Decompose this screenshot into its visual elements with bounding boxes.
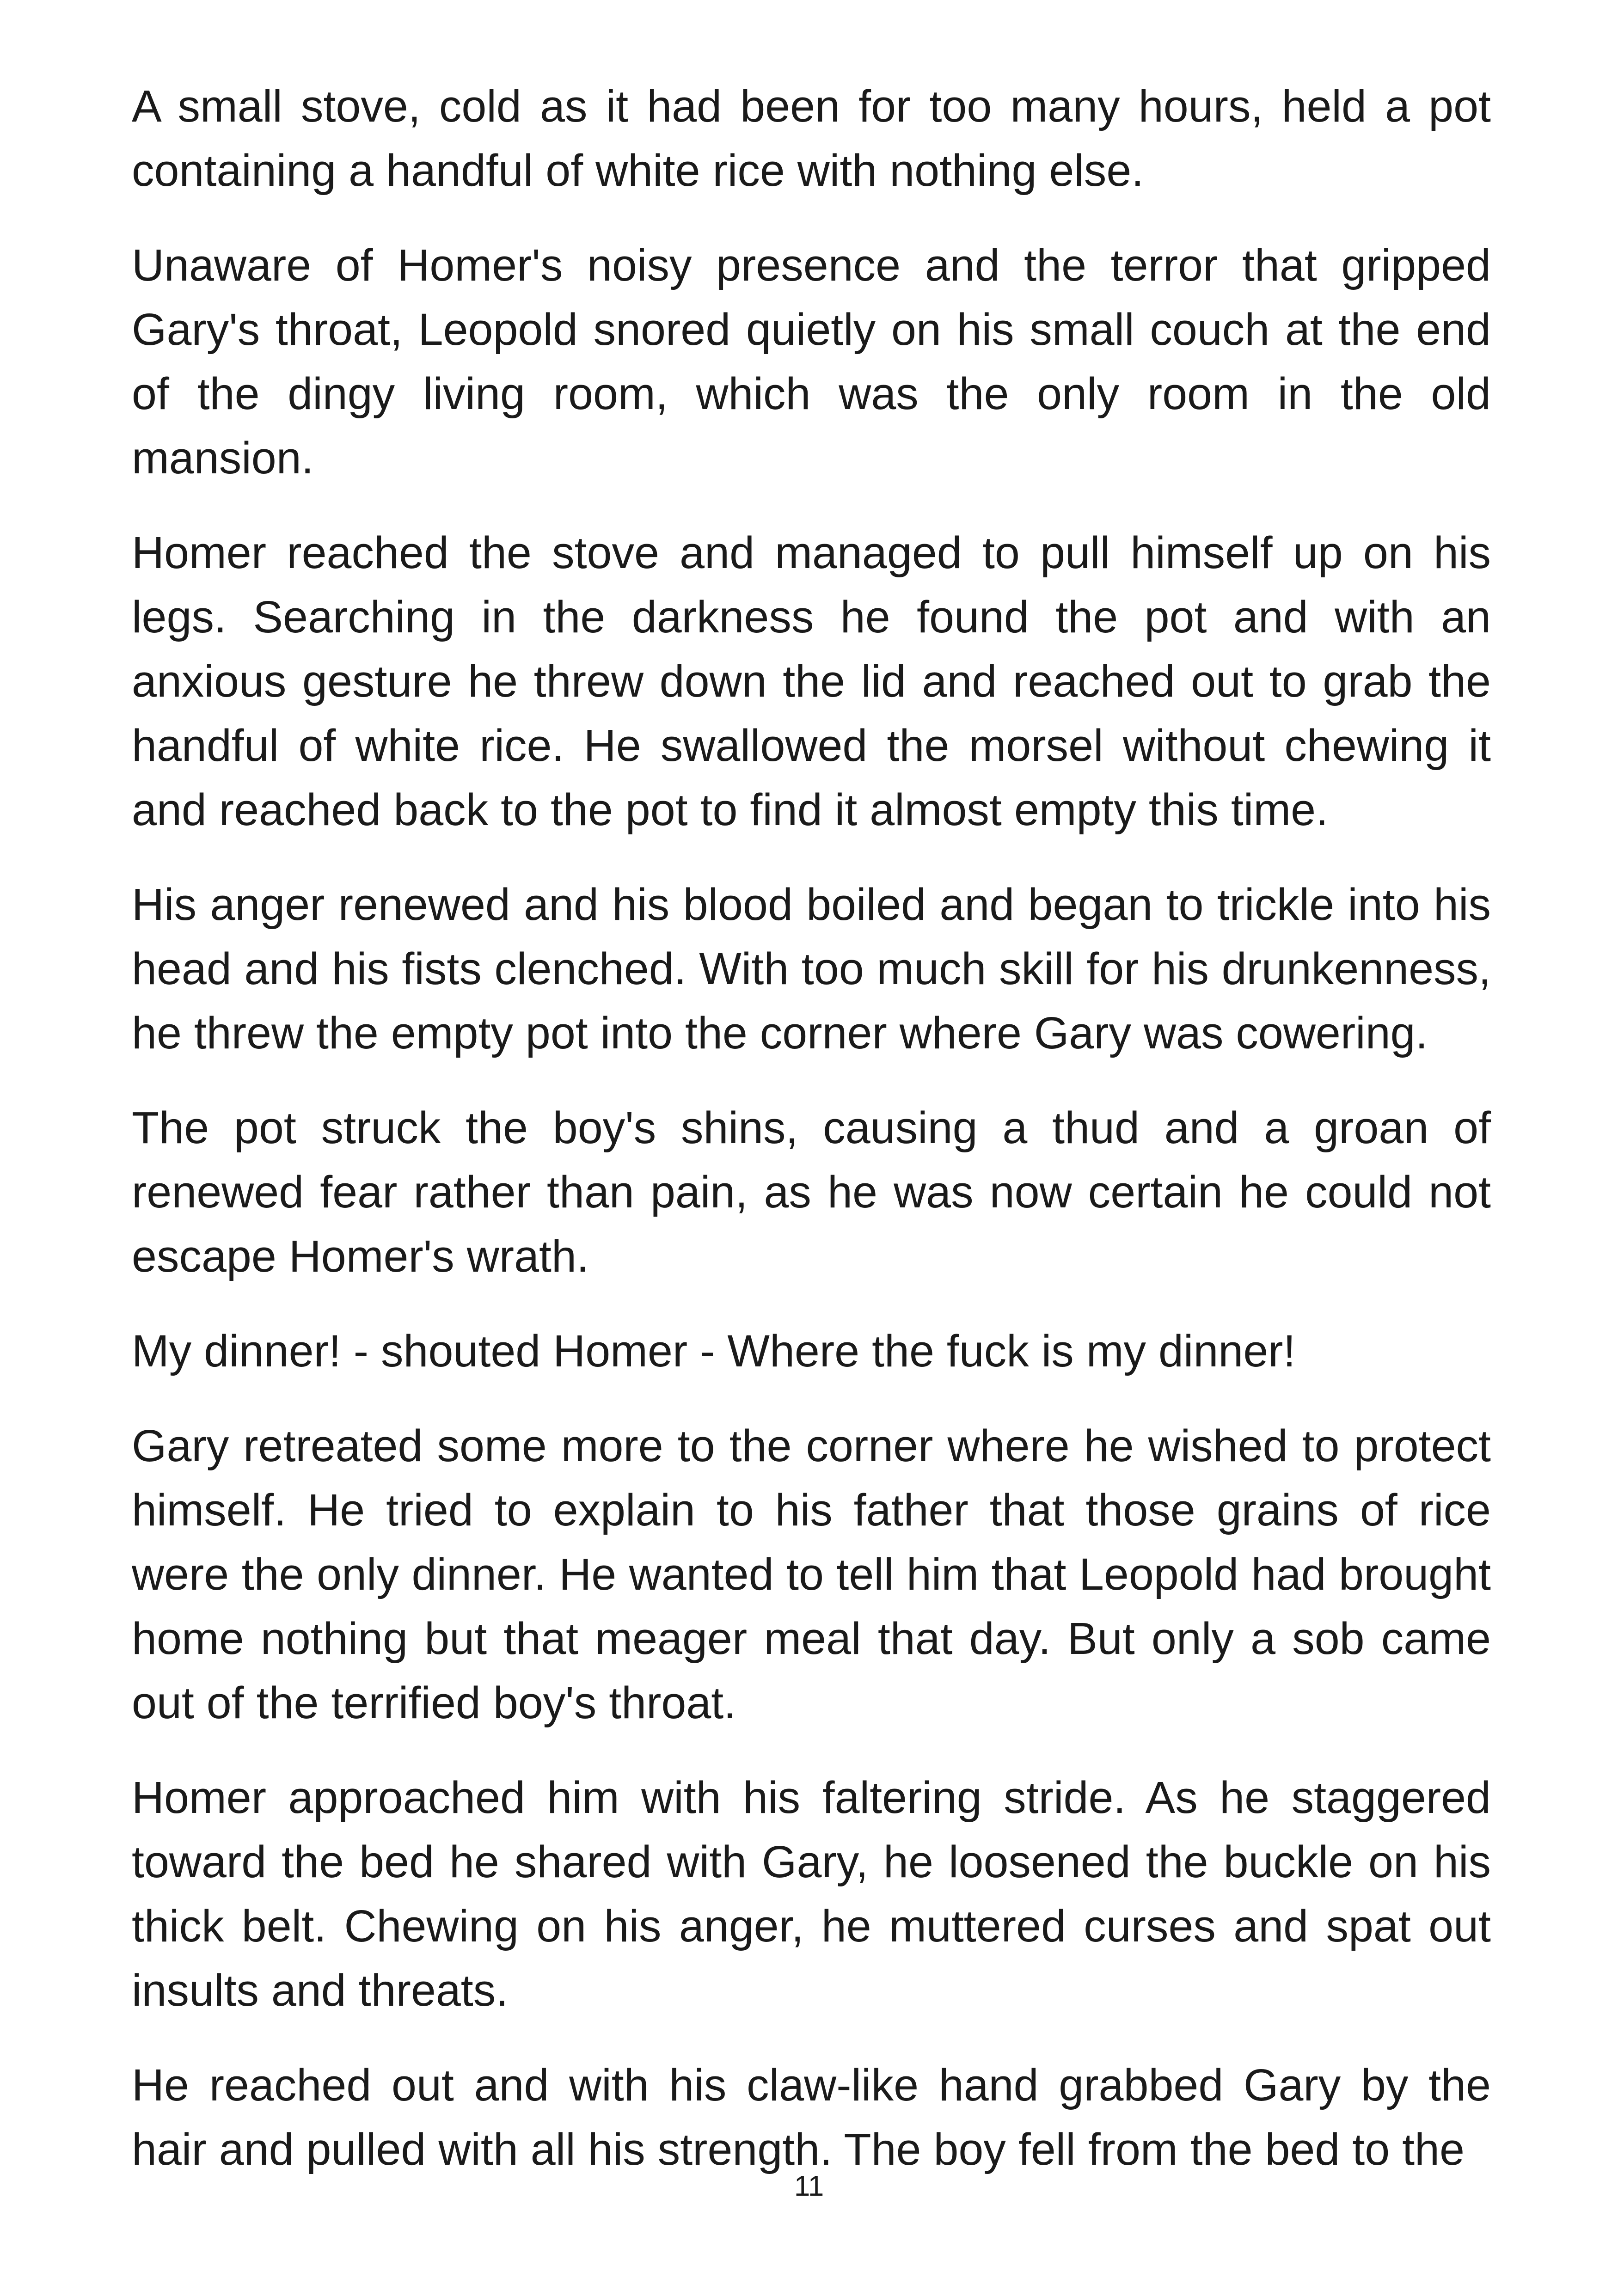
- paragraph: My dinner! - shouted Homer - Where the fuck is my dinner!: [132, 1326, 1296, 1376]
- paragraph: His anger renewed and his blood boiled and began to trickle into his head and his fists clenched. With too much skill for his drunkenness, he threw the empty pot into the corner where Gary was cowering.: [132, 879, 1491, 1058]
- paragraph: Unaware of Homer's noisy presence and the terror that gripped Gary's throat, Leopold snored quietly on his small couch at the end of the dingy living room, which was the only room in the old mansion.: [132, 240, 1491, 483]
- page-number: 11: [794, 2170, 824, 2202]
- paragraph: Homer approached him with his faltering stride. As he staggered toward the bed he shared with Gary, he loosened the buckle on his thick belt. Chewing on his anger, he muttered curses and spat out insults and threats.: [132, 1772, 1491, 2015]
- paragraph: A small stove, cold as it had been for too many hours, held a pot containing a handful of white rice with nothing else.: [132, 81, 1491, 196]
- paragraph: He reached out and with his claw-like hand grabbed Gary by the hair and pulled with all his strength. The boy fell from the bed to the: [132, 2060, 1491, 2174]
- paragraph: Homer reached the stove and managed to pull himself up on his legs. Searching in the darkness he found the pot and with an anxious gesture he threw down the lid and reached out to grab the handful of white rice. He swallowed the morsel without chewing it and reached back to the pot to find it almost empty this time.: [132, 527, 1491, 835]
- paragraph: The pot struck the boy's shins, causing a thud and a groan of renewed fear rather than pain, as he was now certain he could not escape Homer's wrath.: [132, 1102, 1491, 1281]
- paragraph: Gary retreated some more to the corner where he wished to protect himself. He tried to explain to his father that those grains of rice were the only dinner. He wanted to tell him that Leopold had brought home nothing but that meager meal that day. But only a sob came out of the terrified boy's throat.: [132, 1420, 1491, 1728]
- body-text: [132, 74, 1491, 2212]
